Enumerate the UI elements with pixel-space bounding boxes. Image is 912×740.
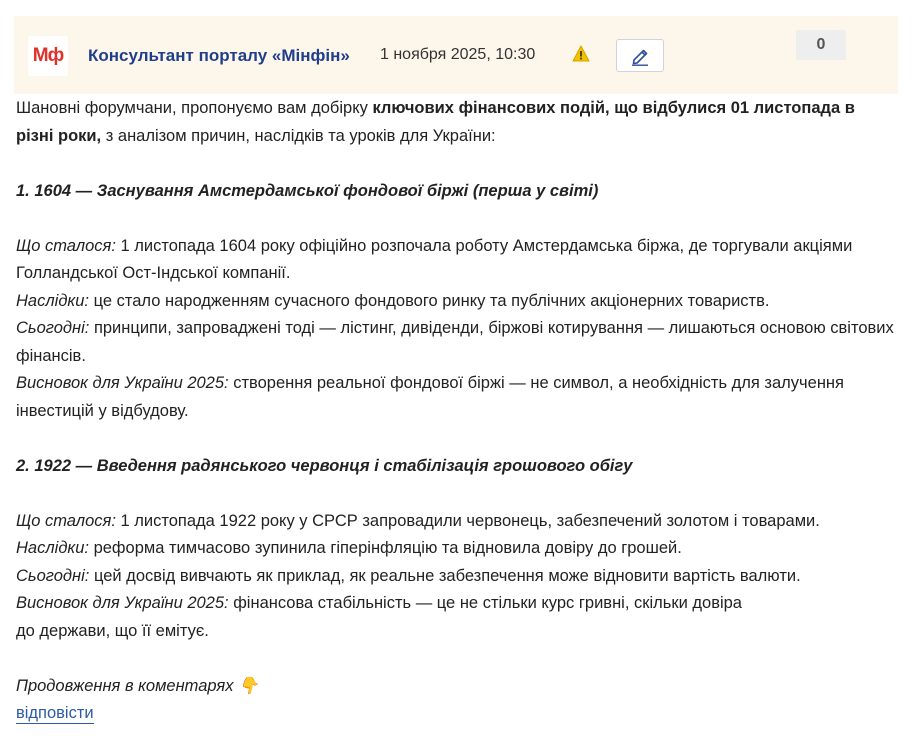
today-label: Сьогодні:: [16, 566, 90, 585]
today-text: принципи, запроваджені тоді — лістинг, дивіденди, біржові котирування — лишаються основою світових фінансів.: [16, 319, 894, 365]
continuation-note: Продовження в коментарях 👇: [16, 676, 259, 695]
lesson-text: фінансова стабільність — це не стільки курс гривні, скільки довіра: [228, 594, 742, 612]
section-heading: 2. 1922 — Введення радянського червонця і стабілізація грошового обігу: [16, 456, 633, 475]
author-avatar-logo: Мф: [28, 36, 68, 76]
intro-text: Шановні форумчани, пропонуємо вам добірку: [16, 99, 373, 117]
section-lesson: [16, 590, 896, 645]
today-label: Сьогодні:: [16, 319, 90, 337]
intro-bold-text: ключових фінансових подій, що відбулися 01 листопада в різні роки,: [16, 99, 855, 145]
intro-paragraph: [16, 95, 896, 150]
result-label: Наслідки:: [16, 539, 89, 557]
intro-text-end: з аналізом причин, наслідків та уроків для України:: [101, 126, 496, 145]
section-heading: 1. 1604 — Заснування Амстердамської фондової біржі (перша у світі): [16, 181, 599, 200]
what-label: Що сталося:: [16, 236, 116, 255]
pencil-icon: [629, 46, 651, 66]
today-text: цей досвід вивчають як приклад, як реальне забезпечення може відновити вартість валюти.: [89, 566, 801, 585]
what-text: 1 листопада 1604 року офіційно розпочала роботу Амстердамська біржа, де торгували акціями Голландської Ост-Індської компанії.: [16, 236, 853, 282]
post-header: [14, 16, 898, 94]
result-text: реформа тимчасово зупинила гіперінфляцію та відновила довіру до грошей.: [89, 539, 682, 557]
section-today: [16, 315, 896, 370]
section-lesson: [16, 370, 896, 425]
warning-icon[interactable]: [572, 45, 590, 62]
edit-button[interactable]: [616, 39, 664, 72]
result-text: це стало народженням сучасного фондового ринку та публічних акціонерних товариств.: [89, 291, 770, 310]
lesson-label: Висновок для України 2025:: [16, 374, 229, 392]
lesson-text-continued: до держави, що її емітує.: [16, 621, 209, 640]
lesson-label: Висновок для України 2025:: [16, 594, 229, 612]
post-body: [16, 95, 896, 728]
what-label: Що сталося:: [16, 511, 116, 530]
author-name-link[interactable]: Консультант порталу «Мінфін»: [88, 46, 350, 65]
section-today: [16, 563, 896, 591]
reply-link[interactable]: відповісти: [16, 704, 94, 722]
what-text: 1 листопада 1922 року у СРСР запровадили червонець, забезпечений золотом і товарами.: [115, 511, 820, 530]
section-result: [16, 535, 896, 563]
section-what: [16, 508, 896, 536]
section-what: [16, 233, 896, 288]
result-label: Наслідки:: [16, 291, 89, 310]
post-date: 1 ноября 2025, 10:30: [380, 46, 536, 63]
rating-count-badge[interactable]: 0: [796, 30, 846, 60]
section-result: [16, 288, 896, 316]
lesson-text: створення реальної фондової біржі — не символ, а необхідність для залучення інвестицій у відбудову.: [16, 374, 844, 420]
